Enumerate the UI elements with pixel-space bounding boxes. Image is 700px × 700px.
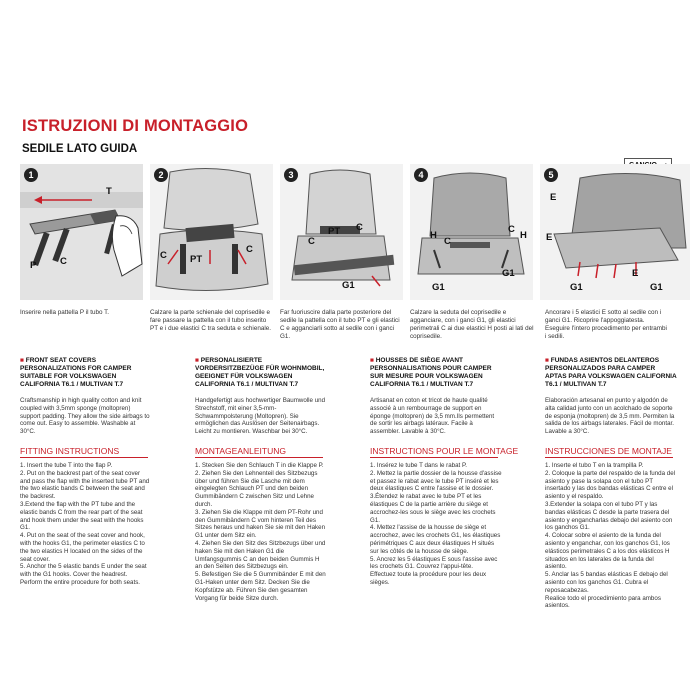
step-1-illustration (20, 164, 143, 300)
label-c: C (444, 236, 451, 247)
instruction-step: 3.Extend the flap with the PT tube and the elastic bands C from the rear part of the seat and hook them under the seat with the hooks G1. (20, 500, 144, 532)
label-p: P (30, 260, 37, 271)
column-steps (195, 462, 327, 602)
instruction-step: 4. Mettez l'assise de la housse de siège et accrochez, avec les crochets G1, les élastiques périmétriques C aux deux élastiques H situés sur les côtés de la housse de siège. (370, 524, 501, 555)
column-steps (20, 462, 152, 587)
step-5-illustration (540, 164, 690, 300)
instruction-step: Perform the entire procedure for both seats. (20, 578, 141, 586)
label-c: C (508, 224, 515, 235)
column-steps (370, 462, 502, 587)
label-t: T (106, 186, 112, 197)
column-heading (20, 357, 152, 389)
label-h: H (430, 230, 437, 241)
label-e: E (550, 192, 557, 203)
column-intro: Handgefertigt aus hochwertiger Baumwolle und Strechstoff, mit einer 3,5-mm-Schwammpolsterung (Moltopren). Sie ermöglichen das Auslösen der Seitenairbags. Leicht zu montieren. Waschbar bei 30°C. (195, 397, 326, 436)
instruction-step: 5. Anclar las 5 bandas elásticas E debajo del asiento con los ganchos G1. Cubra el reposacabezas. (545, 571, 668, 594)
step-number: 5 (544, 168, 558, 182)
column-heading (370, 357, 502, 389)
instruction-step: Realice todo el procedimiento para ambos asientos. (545, 594, 661, 610)
step-3-illustration (280, 164, 403, 300)
step-1-caption: Inserire nella pattella P il tubo T. (20, 309, 110, 316)
flag-icon: ■ (545, 357, 551, 364)
column-title: FITTING INSTRUCTIONS (20, 445, 120, 456)
column-intro: Craftsmanship in high quality cotton and knit coupled with 3,5mm sponge (moltopren) support padding. They allow the side airbags to come out. Easy to assemble. Washable at 30°C. (20, 397, 150, 436)
flag-icon: ■ (370, 357, 376, 364)
column-intro: Elaboración artesanal en punto y algodón de alta calidad junto con un acolchado de soporte de esponja (moltopren) de 3,5 mm. Permiten la salida de los airbags laterales. Fácil de montar. Lavable a 30°C. (545, 397, 675, 436)
flag-icon: ■ (20, 357, 26, 364)
instruction-step: Effectuez toute la procédure pour les deux sièges. (370, 571, 487, 586)
step-4-illustration (410, 164, 533, 300)
label-g1: G1 (432, 282, 445, 293)
divider (370, 457, 498, 458)
column-heading-text: FRONT SEAT COVERS PERSONALIZATIONS FOR CAMPER SUITABLE FOR VOLKSWAGEN CALIFORNIA T6.1 / MULTIVAN T.7 (20, 357, 132, 388)
instruction-step: 1. Insérez le tube T dans le rabat P. (370, 461, 468, 469)
step-5-caption: Ancorare i 5 elastici E sotto al sedile con i ganci G1. Ricoprire l'appoggiatesta. Eseguire l'intero procedimento per entrambi i sedili. (545, 309, 667, 340)
step-2-drawing (150, 164, 273, 300)
instruction-step: 4. Put on the seat of the seat cover and hook, with the hooks G1, the perimeter elastics C to the two elastics H located on the sides of the seat cover. (20, 532, 145, 563)
step-number: 4 (414, 168, 428, 182)
step-number: 2 (154, 168, 168, 182)
instruction-step: 2. Ziehen Sie den Lehnenteil des Sitzbezugs über und führen Sie die Lasche mit dem eingelegten Schlauch PT und den beiden Gummibändern C zwischen Sitz und Lehne durch. (195, 469, 318, 508)
step-1-drawing (20, 164, 143, 300)
step-2-illustration (150, 164, 273, 300)
column-intro: Artisanat en coton et tricot de haute qualité associé à un rembourrage de support en éponge (moltopren) de 3,5 mm.Ils permettent de sortir les airbags latéraux. Facile à assembler. Lavable à 30°C. (370, 397, 495, 436)
instruction-step: 4. Ziehen Sie den Sitz des Sitzbezugs über und haken Sie mit den Haken G1 die Umfangsgummis C an den beiden Gummis H an den Seiten des Sitzbezugs ein. (195, 539, 326, 571)
step-number: 1 (24, 168, 38, 182)
step-5-drawing (540, 164, 690, 300)
label-pt: PT (328, 226, 341, 237)
label-g1: G1 (342, 280, 355, 291)
divider (20, 457, 148, 458)
instruction-step: 3. Ziehen Sie die Klappe mit dem PT-Rohr und den Gummibändern C vom hinteren Teil des Sitzes heraus und haken Sie sie mit den Haken G1 unter dem Sitz ein. (195, 508, 326, 540)
step-2-caption: Calzare la parte schienale del coprisedile e fare passare la pattella con il tubo inserito PT e i due elastici C tra seduta e schienale. (150, 309, 271, 332)
label-c: C (356, 222, 363, 233)
step-3-caption: Far fuoriuscire dalla parte posteriore del sedile la pattella con il tubo PT e gli elastici C e agganciarli sotto al sedile con i ganci G1. (280, 309, 400, 340)
flag-icon: ■ (195, 357, 201, 364)
column-german (195, 357, 327, 602)
column-spanish (545, 357, 677, 610)
column-heading (195, 357, 327, 389)
label-c: C (60, 256, 67, 267)
page-title: ISTRUZIONI DI MONTAGGIO (22, 117, 249, 135)
label-c: C (160, 250, 167, 261)
instruction-step: 1. Stecken Sie den Schlauch T in die Klappe P. (195, 461, 324, 469)
instruction-step: 3.Extender la solapa con el tubo PT y las bandas elásticas C desde la parte trasera del asiento y engancharlas debajo del asiento con los ganchos G1. (545, 500, 673, 532)
column-french (370, 357, 519, 587)
label-c: C (308, 236, 315, 247)
label-g1: G1 (570, 282, 583, 293)
column-english (20, 357, 152, 587)
column-steps (545, 462, 677, 610)
column-heading-text: HOUSSES DE SIÈGE AVANT PERSONNALISATIONS POUR CAMPER SUR MESURE POUR VOLKSWAGEN CALIFORNIA T6.1 / MULTIVAN T.7 (370, 357, 492, 388)
instruction-step: 5. Ancrez les 5 élastiques E sous l'assise avec les crochets G1. Couvrez l'appui-tête. (370, 555, 498, 571)
column-heading-text: FUNDAS ASIENTOS DELANTEROS PERSONALIZADOS PARA CAMPER APTAS PARA VOLKSWAGEN CALIFORNIA T6.1 / MULTIVAN T.7 (545, 357, 677, 388)
label-c: C (246, 244, 253, 255)
instruction-step: 2. Coloque la parte del respaldo de la funda del asiento y pase la solapa con el tubo PT insertado y las dos bandas elásticas C entre el asiento y el respaldo. (545, 469, 676, 501)
instruction-step: 1. Inserte el tubo T en la trampilla P. (545, 461, 644, 469)
column-heading (545, 357, 677, 389)
label-g1: G1 (502, 268, 515, 279)
step-number: 3 (284, 168, 298, 182)
column-heading-text: PERSONALISIERTE VORDERSITZBEZÜGE FÜR WOHNMOBIL, GEEIGNET FÜR VOLKSWAGEN CALIFORNIA T6.1 / MULTIVAN T.7 (195, 357, 325, 388)
instruction-step: 3.Étendez le rabat avec le tube PT et les élastiques C de la partie arrière du siège et accrochez-les sous le siège avec les crochets G1. (370, 493, 496, 524)
column-title: MONTAGEANLEITUNG (195, 445, 286, 456)
instruction-step: 2. Mettez la partie dossier de la housse d'assise et passez le rabat avec le tube PT inséré et les deux élastiques C entre l'assise et le dossier. (370, 469, 502, 493)
divider (195, 457, 323, 458)
label-h: H (520, 230, 527, 241)
instruction-step: 5. Befestigen Sie die 5 Gummibänder E mit den G1-Haken unter dem Sitz. Decken Sie die Kopfstütze ab. Führen Sie den gesamten Vorgang für beide Sitze durch. (195, 571, 326, 602)
label-e: E (632, 268, 639, 279)
divider (545, 457, 673, 458)
label-e: E (546, 232, 553, 243)
instruction-step: 2. Put on the backrest part of the seat cover and pass the flap with the inserted tube PT and the two elastic bands C between the seat and the backrest. (20, 469, 150, 501)
instruction-step: 5. Anchor the 5 elastic bands E under the seat with the G1 hooks. Cover the headrest. (20, 563, 147, 579)
instruction-step: 1. Insert the tube T into the flap P. (20, 461, 113, 469)
page-subtitle: SEDILE LATO GUIDA (22, 143, 138, 155)
label-pt: PT (190, 254, 203, 265)
column-title: INSTRUCTIONS POUR LE MONTAGE (370, 445, 519, 456)
instruction-step: 4. Colocar sobre el asiento de la funda del asiento y enganchar, con los ganchos G1, los elásticos perimetrales C a los dos elásticos H situados en los laterales de la funda del asiento. (545, 532, 670, 571)
column-title: INSTRUCCIONES DE MONTAJE (545, 445, 672, 456)
step-4-caption: Calzare la seduta del coprisedile e agganciare, con i ganci G1, gli elastici perimetrali C ai due elastici H posti ai lati del coprisedile. (410, 309, 534, 340)
label-g1: G1 (650, 282, 663, 293)
